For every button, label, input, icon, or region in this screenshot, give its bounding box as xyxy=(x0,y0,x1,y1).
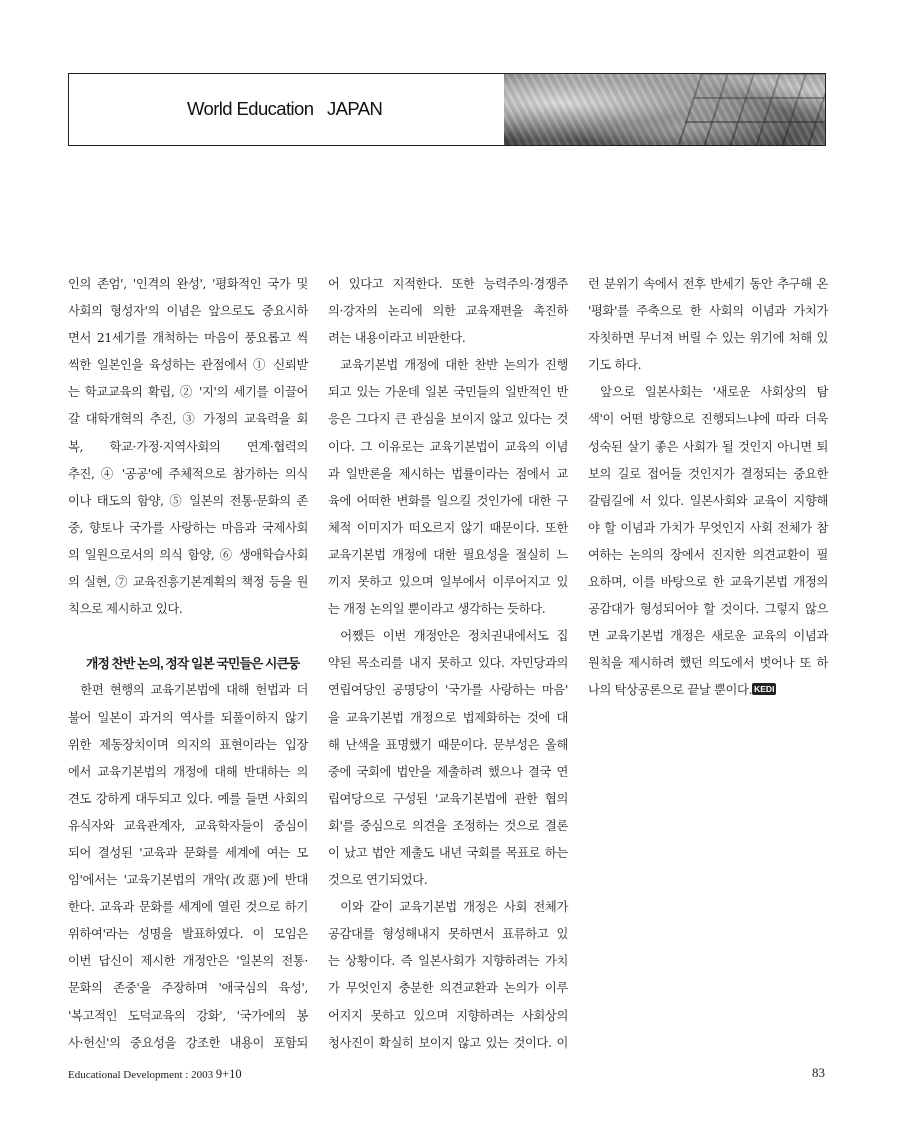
line-text: 교육기본법 개정에 대한 찬반 논의가 진행 xyxy=(340,358,568,373)
paragraph-line xyxy=(328,1030,568,1057)
line-text: 야 할 이념과 가치가 무엇인지 사회 전체가 참 xyxy=(588,520,828,535)
paragraph-line xyxy=(68,515,308,542)
line-text: 어 있다고 지적한다. 또한 능력주의·경쟁주 xyxy=(328,277,568,291)
paragraph-line xyxy=(588,677,828,704)
line-text: 교육기본법 개정에 대한 필요성을 절실히 느 xyxy=(328,547,568,562)
line-text: 한다. 교육과 문화를 세계에 열린 것으로 하기 xyxy=(68,900,308,915)
footer-journal-name: Educational Development : 2003 xyxy=(68,1069,216,1081)
line-text: 공감대를 형성해내지 못하면서 표류하고 있 xyxy=(328,927,568,942)
paragraph-line xyxy=(588,650,828,677)
line-text: 사·헌신'의 중요성을 강조한 내용이 포함되 xyxy=(68,1035,308,1050)
paragraph-line xyxy=(588,379,828,406)
paragraph-line xyxy=(588,623,828,650)
paragraph-line xyxy=(328,894,568,921)
line-text: 임'에서는 '교육기본법의 개악(改惡)에 반대 xyxy=(68,873,308,888)
line-text: 에서 교육기본법의 개정에 대해 반대하는 의 xyxy=(68,764,308,779)
line-text: 갈림길에 서 있다. 일본사회와 교육이 지향해 xyxy=(588,493,828,508)
line-text: 불어 일본이 과거의 역사를 되풀이하지 않기 xyxy=(68,710,308,725)
line-text: 여하는 논의의 장에서 진지한 의견교환이 필 xyxy=(588,547,828,562)
paragraph-line xyxy=(68,434,308,461)
paragraph-line xyxy=(328,759,568,786)
line-text: 원칙을 제시하려 했던 의도에서 벗어나 또 하 xyxy=(588,656,828,671)
line-text: 중, 향토나 국가를 사랑하는 마음과 국제사회 xyxy=(68,520,308,535)
line-text: 문화의 존중'을 주장하며 '애국심의 육성', xyxy=(68,981,308,996)
line-text: 씩한 일본인을 육성하는 관점에서 ① 신뢰받 xyxy=(68,358,308,373)
paragraph-line xyxy=(68,461,308,488)
line-text: 어쨌든 이번 개정안은 정치권내에서도 집 xyxy=(340,629,568,644)
line-text: 복, 학교·가정·지역사회의 연계·협력의 xyxy=(68,439,308,454)
paragraph-line xyxy=(328,1003,568,1030)
line-text: 기도 하다. xyxy=(588,358,642,373)
paragraph-line xyxy=(328,948,568,975)
paragraph-line xyxy=(328,488,568,515)
line-text: 위한 제동장치이며 의지의 표현이라는 입장 xyxy=(68,737,308,752)
line-text: 어지지 못하고 있으며 지향하려는 사회상의 xyxy=(328,1008,568,1023)
line-text: '평화'를 주축으로 한 사회의 이념과 가치가 xyxy=(588,304,828,319)
line-text: 이 났고 법안 제출도 내년 국회를 목표로 하는 xyxy=(328,845,568,860)
footer-journal-info xyxy=(68,1067,242,1082)
paragraph-line xyxy=(328,732,568,759)
paragraph-line xyxy=(68,840,308,867)
paragraph-line xyxy=(68,677,308,704)
line-text: 립여당으로 구성된 '교육기본법에 관한 협의 xyxy=(328,791,568,806)
paragraph-line xyxy=(328,325,568,352)
header-title: World Education JAPAN xyxy=(187,98,383,119)
line-text: 되어 결성된 '교육과 문화를 세계에 여는 모 xyxy=(68,845,308,860)
line-text: 면서 21세기를 개척하는 마음이 풍요롭고 씩 xyxy=(68,331,308,346)
line-text: 되고 있는 가운데 일본 국민들의 일반적인 반 xyxy=(328,385,568,400)
paragraph-line xyxy=(68,732,308,759)
line-text: 중에 국회에 법안을 제출하려 했으나 결국 연 xyxy=(328,764,568,779)
paragraph-line xyxy=(328,271,568,298)
line-text: 위하여'라는 성명을 발표하였다. 이 모임은 xyxy=(68,927,308,942)
paragraph-line xyxy=(328,813,568,840)
paragraph-line xyxy=(68,596,308,623)
line-text: 면 교육기본법 개정은 새로운 교육의 이념과 xyxy=(588,629,828,644)
paragraph-line xyxy=(588,542,828,569)
line-text: 는 개정 논의일 뿐이라고 생각하는 듯하다. xyxy=(328,602,546,617)
line-text: 는 학교교육의 확립, ② '지'의 세기를 이끌어 xyxy=(68,385,308,400)
line-text: 의·강자의 논리에 의한 교육재편을 촉진하 xyxy=(328,304,568,319)
paragraph-line xyxy=(588,434,828,461)
paragraph-line xyxy=(588,406,828,433)
line-text: 자칫하면 무너져 버릴 수 있는 위기에 처해 있 xyxy=(588,331,828,346)
paragraph-line xyxy=(328,786,568,813)
paragraph-line xyxy=(328,677,568,704)
paragraph-line xyxy=(328,623,568,650)
paragraph-line xyxy=(328,461,568,488)
line-text: 가 무엇인지 충분한 의견교환과 논의가 이루 xyxy=(328,981,568,996)
line-text: 끼지 못하고 있으며 일부에서 이루어지고 있 xyxy=(328,575,568,590)
paragraph-line xyxy=(68,542,308,569)
line-text: 유식자와 교육관계자, 교육학자들이 중심이 xyxy=(68,818,308,833)
line-text: 추진, ④ '공공'에 주체적으로 참가하는 의식 xyxy=(68,466,308,481)
line-text: 성숙된 살기 좋은 사회가 될 것인지 아니면 퇴 xyxy=(588,439,828,454)
line-text: 나의 탁상공론으로 끝날 뿐이다. xyxy=(588,683,753,698)
paragraph-line xyxy=(328,867,568,894)
line-text: 이번 답신이 제시한 개정안은 '일본의 전통· xyxy=(68,954,308,969)
kedi-end-mark-icon: KEDI xyxy=(754,684,775,695)
section-heading: 개정 찬반 논의, 정작 일본 국민들은 시큰둥 xyxy=(86,656,300,672)
line-text: 회'를 중심으로 의견을 조정하는 것으로 결론 xyxy=(328,818,568,833)
line-text: 의 실현, ⑦ 교육진흥기본계획의 책정 등을 원 xyxy=(68,575,308,590)
paragraph-line xyxy=(68,352,308,379)
paragraph-line xyxy=(68,298,308,325)
line-text: 사회의 형성자'의 이념은 앞으로도 중요시하 xyxy=(68,304,308,319)
text-column-3 xyxy=(588,271,828,705)
paragraph-line xyxy=(68,705,308,732)
paragraph-line xyxy=(328,705,568,732)
paragraph-line xyxy=(68,975,308,1002)
line-text: 이다. 그 이유로는 교육기본법이 교육의 이념 xyxy=(328,439,568,454)
paragraph-line xyxy=(68,271,308,298)
paragraph-line xyxy=(68,406,308,433)
line-text: 의 일원으로서의 의식 함양, ⑥ 생애학습사회 xyxy=(68,547,308,562)
line-text: 이와 같이 교육기본법 개정은 사회 전체가 xyxy=(340,900,568,915)
line-text: 청사진이 확실히 보이지 않고 있는 것이다. 이 xyxy=(328,1035,568,1050)
footer-edition: 9+10 xyxy=(215,1067,242,1081)
line-text: 런 분위기 속에서 전후 반세기 동안 추구해 온 xyxy=(588,277,828,291)
line-text: 앞으로 일본사회는 '새로운 사회상의 탐 xyxy=(600,385,828,400)
paragraph-gap xyxy=(68,623,308,650)
paragraph-line xyxy=(328,434,568,461)
paragraph-line xyxy=(328,569,568,596)
paragraph-line xyxy=(68,786,308,813)
paragraph-line xyxy=(328,650,568,677)
line-text: 이나 태도의 함양, ⑤ 일본의 전통·문화의 존 xyxy=(68,493,308,508)
line-text: 견도 강하게 대두되고 있다. 예를 들면 사회의 xyxy=(68,791,308,806)
page-number: 83 xyxy=(812,1065,825,1080)
line-text: '복고적인 도덕교육의 강화', '국가에의 봉 xyxy=(68,1008,308,1023)
paragraph-line xyxy=(588,271,828,298)
paragraph-line xyxy=(68,325,308,352)
header-banner xyxy=(68,73,826,146)
paragraph-line xyxy=(328,352,568,379)
line-text: 을 교육기본법 개정으로 법제화하는 것에 대 xyxy=(328,710,568,725)
paragraph-line xyxy=(328,298,568,325)
line-text: 약된 목소리를 내지 못하고 있다. 자민당과의 xyxy=(328,656,568,671)
paragraph-line xyxy=(328,515,568,542)
paragraph-line xyxy=(588,515,828,542)
paragraph-line xyxy=(588,325,828,352)
paragraph-line xyxy=(588,298,828,325)
paragraph-line xyxy=(328,921,568,948)
line-text: 것으로 연기되었다. xyxy=(328,873,428,888)
line-text: 연립여당인 공명당이 '국가를 사랑하는 마음' xyxy=(328,683,568,698)
text-column-1 xyxy=(68,271,308,1057)
text-column-2 xyxy=(328,271,568,1057)
paragraph-line xyxy=(328,840,568,867)
paragraph-line xyxy=(328,542,568,569)
line-text: 체적 이미지가 떠오르지 않기 때문이다. 또한 xyxy=(328,520,568,535)
line-text: 인의 존엄', '인격의 완성', '평화적인 국가 및 xyxy=(68,277,308,291)
line-text: 요하며, 이를 바탕으로 한 교육기본법 개정의 xyxy=(588,575,828,590)
header-decorative-image xyxy=(504,74,826,146)
paragraph-line xyxy=(68,1003,308,1030)
line-text: 갈 대학개혁의 추진, ③ 가정의 교육력을 회 xyxy=(68,412,308,427)
line-text: 는 상황이다. 즉 일본사회가 지향하려는 가치 xyxy=(328,954,568,969)
line-text: 려는 내용이라고 비판한다. xyxy=(328,331,466,346)
paragraph-line xyxy=(588,488,828,515)
line-text: 보의 길로 접어들 것인지가 결정되는 중요한 xyxy=(588,466,828,481)
line-text: 색'이 어떤 방향으로 진행되느냐에 따라 더욱 xyxy=(588,412,828,427)
paragraph-line xyxy=(328,596,568,623)
paragraph-line xyxy=(68,569,308,596)
paragraph-line xyxy=(328,379,568,406)
paragraph-line xyxy=(328,975,568,1002)
paragraph-line xyxy=(68,867,308,894)
paragraph-line xyxy=(68,488,308,515)
paragraph-line xyxy=(68,921,308,948)
paragraph-line xyxy=(328,406,568,433)
line-text: 해 난색을 표명했기 때문이다. 문부성은 올해 xyxy=(328,737,568,752)
paragraph-line xyxy=(588,352,828,379)
line-text: 응은 그다지 큰 관심을 보이지 않고 있다는 것 xyxy=(328,412,568,427)
paragraph-line xyxy=(68,379,308,406)
paragraph-line xyxy=(588,461,828,488)
line-text: 육에 어떠한 변화를 일으킬 것인가에 대한 구 xyxy=(328,493,568,508)
line-text: 한편 현행의 교육기본법에 대해 헌법과 더 xyxy=(80,683,308,698)
paragraph-line xyxy=(68,813,308,840)
paragraph-line xyxy=(68,894,308,921)
paragraph-line xyxy=(68,759,308,786)
line-text: 칙으로 제시하고 있다. xyxy=(68,602,183,617)
paragraph-line xyxy=(68,1030,308,1057)
paragraph-line xyxy=(588,596,828,623)
line-text: 과 일반론을 제시하는 법률이라는 점에서 교 xyxy=(328,466,568,481)
paragraph-line xyxy=(68,948,308,975)
line-text: 공감대가 형성되어야 할 것이다. 그렇지 않으 xyxy=(588,602,828,617)
paragraph-line xyxy=(588,569,828,596)
